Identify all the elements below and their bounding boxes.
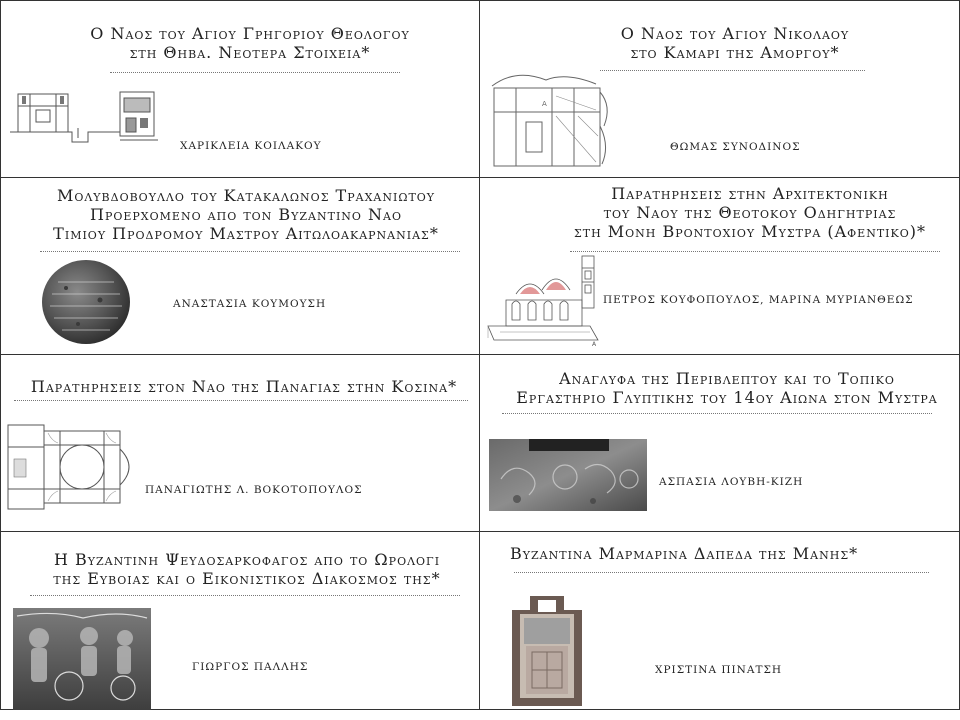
article-card[interactable] — [480, 0, 960, 177]
article-title: Η Βυζαντινη Ψευδοσαρκοφαγος απο το Ωρολογι της Ευβοιας και ο Εικονιστικος Διακοσμος της* — [53, 550, 441, 588]
article-author: ΓΙΩΡΓΟΣ ΠΑΛΛΗΣ — [192, 661, 309, 673]
dotted-rule — [14, 400, 468, 401]
dotted-rule — [514, 572, 929, 573]
article-author: ΑΝΑΣΤΑΣΙΑ ΚΟΥΜΟΥΣΗ — [173, 298, 327, 310]
article-author: ΠΕΤΡΟΣ ΚΟΥΦΟΠΟΥΛΟΣ, ΜΑΡΙΝΑ ΜΥΡΙΑΝΘΕΩΣ — [603, 294, 914, 306]
article-card[interactable] — [0, 178, 479, 354]
svg-text:A: A — [592, 341, 597, 348]
dotted-rule — [30, 595, 460, 596]
svg-text:A: A — [542, 100, 547, 108]
article-title: Βυζαντινα Μαρμαρινα Δαπεδα της Μανης* — [510, 544, 859, 563]
dotted-rule — [502, 413, 932, 414]
article-title: Ο Ναος του Αγιου Νικολαου στο Καμαρι της Αμοργου* — [620, 24, 850, 62]
article-author: ΠΑΝΑΓΙΩΤΗΣ Λ. ΒΟΚΟΤΟΠΟΥΛΟΣ — [145, 484, 363, 496]
article-title: Παρατηρησεις στον Ναο της Παναγιας στην Κοσινα* — [30, 377, 458, 396]
dotted-rule — [40, 251, 460, 252]
architectural-elevation-drawings — [8, 88, 168, 150]
floor-plan-drawing — [4, 419, 140, 519]
marble-floor-plan — [508, 590, 586, 708]
article-card[interactable] — [0, 355, 479, 531]
article-author: ΧΑΡΙΚΛΕΙΑ ΚΟΙΛΑΚΟΥ — [180, 140, 322, 152]
church-plan-drawing — [486, 66, 616, 172]
church-axonometric-drawing — [486, 254, 602, 348]
article-author: ΑΣΠΑΣΙΑ ΛΟΥΒΗ-ΚΙΖΗ — [659, 476, 804, 488]
relief-sculpture-photo — [489, 439, 647, 511]
article-title: Μολυβδοβουλλο του Κατακαλωνος Τραχανιωτου Προερχομενο απο τον Βυζαντινο Ναο Τιμιου Προδρομου Μαστρου Αιτωλοακαρνανιας* — [53, 186, 439, 243]
lead-seal-photo — [38, 258, 134, 348]
article-card[interactable] — [0, 0, 479, 177]
article-title: Παρατηρησεις στην Αρχιτεκτονικη του Ναου της Θεοτοκου Οδηγητριας στη Μονη Βροντοχιου Μυστρα (Αφεντικο)* — [573, 184, 927, 241]
article-card[interactable] — [480, 532, 960, 710]
article-card[interactable] — [0, 532, 479, 710]
article-author: ΘΩΜΑΣ ΣΥΝΟΔΙΝΟΣ — [670, 141, 801, 153]
dotted-rule — [600, 70, 865, 71]
article-title: Ο Ναος του Αγιου Γρηγοριου Θεολογου στη Θηβα. Νεοτερα Στοιχεια* — [90, 24, 410, 62]
article-card[interactable] — [480, 178, 960, 354]
article-card[interactable] — [480, 355, 960, 531]
carved-sarcophagus-photo — [13, 608, 151, 710]
article-author: ΧΡΙΣΤΙΝΑ ΠΙΝΑΤΣΗ — [655, 664, 783, 676]
dotted-rule — [110, 72, 400, 73]
dotted-rule — [570, 251, 940, 252]
article-title: Αναγλυφα της Περιβλεπτου και το Τοπικο Εργαστηριο Γλυπτικης του 14ου Αιωνα στον Μυστρα — [516, 369, 938, 407]
